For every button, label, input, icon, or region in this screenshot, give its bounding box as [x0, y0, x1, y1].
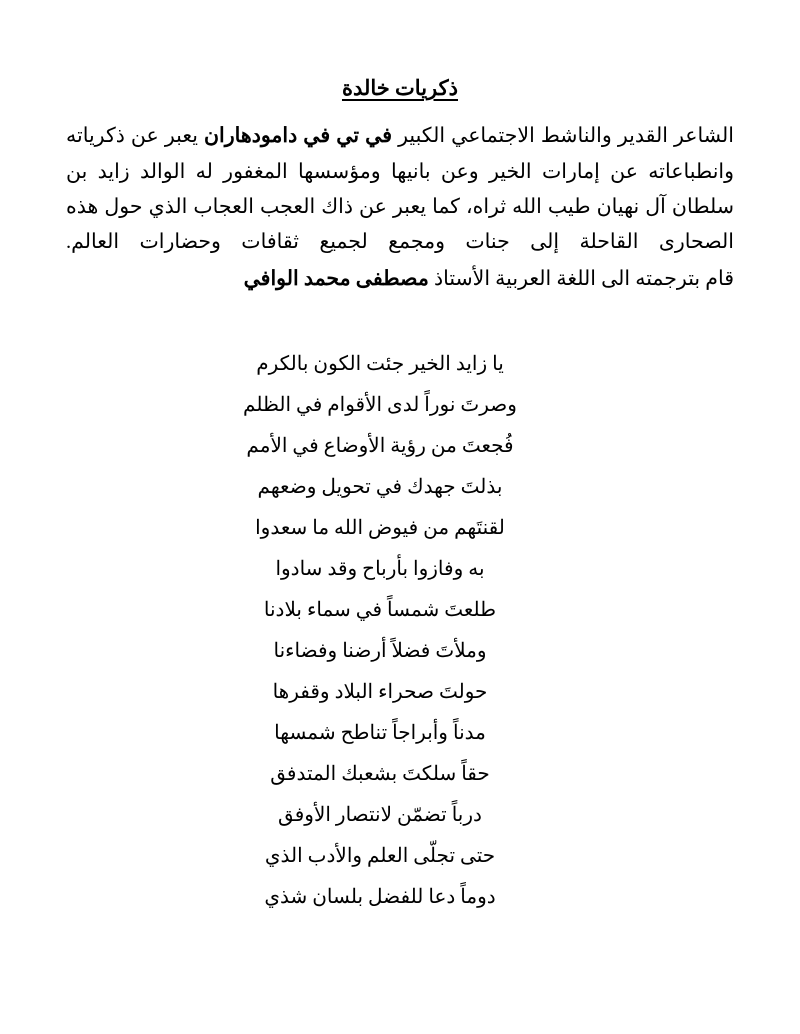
poem-line: حولتَ صحراء البلاد وقفرها: [272, 680, 488, 703]
intro-paragraph: [66, 119, 734, 260]
poem-line: يا زايد الخير جئت الكون بالكرم: [256, 352, 504, 375]
poem-line: دوماً دعا للفضل بلسان شذي: [264, 885, 496, 908]
poem-line: به وفازوا بأرباح وقد سادوا: [275, 557, 485, 580]
poem-line: حتى تجلّى العلم والأدب الذي: [264, 844, 496, 867]
translator-credit: [66, 262, 734, 297]
poem-line: طلعتَ شمساً في سماء بلادنا: [263, 598, 497, 621]
poem-line: وملأتَ فضلاً أرضنا وفضاءنا: [273, 639, 487, 662]
body-text: يعبر عن ذكرياته وانطباعاته عن إمارات الخير وعن بانيها ومؤسسها المغفور له الوالد زايد بن سلطان آل نهيان طيب الله ثراه، كما يعبر عن ذاك العجب العجاب الذي حول هذه الصحارى القاحلة إلى جنات ومجمع لجميع ثقافات وحضارات العالم.: [66, 125, 734, 254]
intro-text: [66, 119, 734, 260]
poem-line: فُجعتَ من رؤية الأوضاع في الأمم: [246, 434, 514, 457]
poem-line: حقاً سلكتَ بشعبك المتدفق: [270, 762, 490, 785]
poem-line: بذلتَ جهدك في تحويل وضعهم: [257, 475, 503, 498]
body-text: الشاعر القدير والناشط الاجتماعي الكبير: [392, 125, 735, 148]
page-title: ذكريات خالدة: [341, 76, 458, 100]
poem-line: مدناً وأبراجاً تناطح شمسها: [274, 721, 486, 744]
poem-body: [66, 354, 734, 907]
body-text: قام بترجمته الى اللغة العربية الأستاذ: [428, 268, 734, 291]
poem-line: وصرتَ نوراً لدى الأقوام في الظلم: [243, 393, 517, 416]
emphasis-text: مصطفى محمد الوافي: [243, 268, 429, 291]
emphasis-text: في تي في دامودهاران: [204, 125, 393, 148]
poem-line: لقنتَهم من فيوض الله ما سعدوا: [255, 516, 505, 539]
poem-line: درباً تضمّن لانتصار الأوفق: [278, 803, 482, 826]
